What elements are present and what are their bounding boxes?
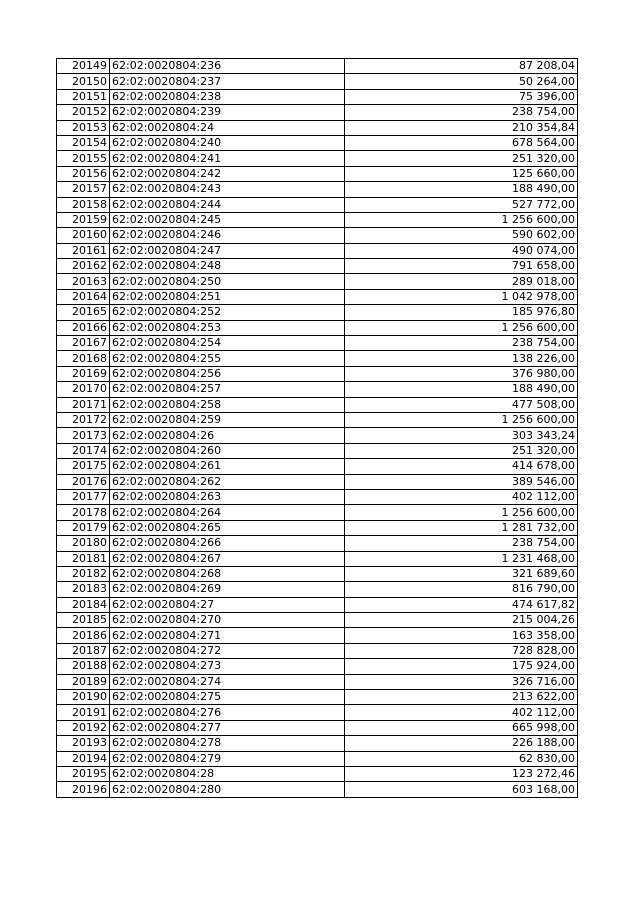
table-row [57, 628, 578, 643]
table-row [57, 474, 578, 489]
cadastral-value-table [56, 58, 578, 798]
value-cell: 188 490,00 [345, 182, 578, 197]
cadastral-number-cell: 62:02:0020804:247 [110, 243, 345, 258]
value-cell: 163 358,00 [345, 628, 578, 643]
value-cell: 402 112,00 [345, 489, 578, 504]
value-cell: 289 018,00 [345, 274, 578, 289]
value-cell: 1 256 600,00 [345, 320, 578, 335]
cadastral-number-cell: 62:02:0020804:24 [110, 120, 345, 135]
value-cell: 728 828,00 [345, 643, 578, 658]
value-cell: 1 281 732,00 [345, 520, 578, 535]
value-cell: 125 660,00 [345, 166, 578, 181]
row-number-cell: 20179 [57, 520, 110, 535]
value-cell: 87 208,04 [345, 59, 578, 74]
cadastral-number-cell: 62:02:0020804:278 [110, 736, 345, 751]
table-row [57, 243, 578, 258]
value-cell: 238 754,00 [345, 536, 578, 551]
row-number-cell: 20160 [57, 228, 110, 243]
table-row [57, 228, 578, 243]
table-row [57, 766, 578, 781]
value-cell: 477 508,00 [345, 397, 578, 412]
cadastral-number-cell: 62:02:0020804:255 [110, 351, 345, 366]
cadastral-number-cell: 62:02:0020804:236 [110, 59, 345, 74]
table-row [57, 89, 578, 104]
cadastral-number-cell: 62:02:0020804:243 [110, 182, 345, 197]
table-row [57, 674, 578, 689]
row-number-cell: 20184 [57, 597, 110, 612]
cadastral-number-cell: 62:02:0020804:242 [110, 166, 345, 181]
cadastral-number-cell: 62:02:0020804:238 [110, 89, 345, 104]
value-cell: 321 689,60 [345, 566, 578, 581]
cadastral-number-cell: 62:02:0020804:257 [110, 382, 345, 397]
row-number-cell: 20186 [57, 628, 110, 643]
row-number-cell: 20193 [57, 736, 110, 751]
row-number-cell: 20164 [57, 289, 110, 304]
row-number-cell: 20178 [57, 505, 110, 520]
row-number-cell: 20173 [57, 428, 110, 443]
table-row [57, 705, 578, 720]
row-number-cell: 20152 [57, 105, 110, 120]
row-number-cell: 20183 [57, 582, 110, 597]
cadastral-number-cell: 62:02:0020804:250 [110, 274, 345, 289]
row-number-cell: 20191 [57, 705, 110, 720]
value-cell: 138 226,00 [345, 351, 578, 366]
row-number-cell: 20159 [57, 212, 110, 227]
value-cell: 326 716,00 [345, 674, 578, 689]
row-number-cell: 20175 [57, 459, 110, 474]
cadastral-number-cell: 62:02:0020804:259 [110, 412, 345, 427]
row-number-cell: 20149 [57, 59, 110, 74]
row-number-cell: 20187 [57, 643, 110, 658]
row-number-cell: 20189 [57, 674, 110, 689]
row-number-cell: 20168 [57, 351, 110, 366]
table-row [57, 259, 578, 274]
row-number-cell: 20182 [57, 566, 110, 581]
cadastral-number-cell: 62:02:0020804:253 [110, 320, 345, 335]
value-cell: 303 343,24 [345, 428, 578, 443]
row-number-cell: 20176 [57, 474, 110, 489]
table-row [57, 428, 578, 443]
table-row [57, 74, 578, 89]
table-row [57, 197, 578, 212]
value-cell: 678 564,00 [345, 135, 578, 150]
cadastral-number-cell: 62:02:0020804:280 [110, 782, 345, 797]
cadastral-number-cell: 62:02:0020804:239 [110, 105, 345, 120]
row-number-cell: 20153 [57, 120, 110, 135]
table-row [57, 212, 578, 227]
table-row [57, 59, 578, 74]
cadastral-number-cell: 62:02:0020804:266 [110, 536, 345, 551]
value-cell: 50 264,00 [345, 74, 578, 89]
row-number-cell: 20150 [57, 74, 110, 89]
cadastral-number-cell: 62:02:0020804:273 [110, 659, 345, 674]
value-cell: 389 546,00 [345, 474, 578, 489]
value-cell: 490 074,00 [345, 243, 578, 258]
row-number-cell: 20163 [57, 274, 110, 289]
table-row [57, 459, 578, 474]
table-row [57, 582, 578, 597]
table-row [57, 505, 578, 520]
cadastral-number-cell: 62:02:0020804:240 [110, 135, 345, 150]
row-number-cell: 20165 [57, 305, 110, 320]
cadastral-number-cell: 62:02:0020804:254 [110, 336, 345, 351]
value-cell: 210 354,84 [345, 120, 578, 135]
cadastral-number-cell: 62:02:0020804:279 [110, 751, 345, 766]
cadastral-number-cell: 62:02:0020804:244 [110, 197, 345, 212]
table-row [57, 151, 578, 166]
table-row [57, 382, 578, 397]
table-row [57, 489, 578, 504]
table-row [57, 597, 578, 612]
cadastral-number-cell: 62:02:0020804:245 [110, 212, 345, 227]
cadastral-number-cell: 62:02:0020804:274 [110, 674, 345, 689]
row-number-cell: 20162 [57, 259, 110, 274]
value-cell: 75 396,00 [345, 89, 578, 104]
table-row [57, 105, 578, 120]
table-body [57, 59, 578, 798]
cadastral-number-cell: 62:02:0020804:248 [110, 259, 345, 274]
cadastral-number-cell: 62:02:0020804:256 [110, 366, 345, 381]
value-cell: 226 188,00 [345, 736, 578, 751]
row-number-cell: 20188 [57, 659, 110, 674]
table-row [57, 120, 578, 135]
row-number-cell: 20157 [57, 182, 110, 197]
cadastral-number-cell: 62:02:0020804:237 [110, 74, 345, 89]
row-number-cell: 20194 [57, 751, 110, 766]
value-cell: 1 256 600,00 [345, 505, 578, 520]
cadastral-number-cell: 62:02:0020804:269 [110, 582, 345, 597]
table-row [57, 320, 578, 335]
cadastral-number-cell: 62:02:0020804:241 [110, 151, 345, 166]
row-number-cell: 20155 [57, 151, 110, 166]
row-number-cell: 20185 [57, 613, 110, 628]
value-cell: 251 320,00 [345, 151, 578, 166]
value-cell: 215 004,26 [345, 613, 578, 628]
row-number-cell: 20170 [57, 382, 110, 397]
row-number-cell: 20174 [57, 443, 110, 458]
table-row [57, 643, 578, 658]
table-row [57, 782, 578, 797]
value-cell: 175 924,00 [345, 659, 578, 674]
row-number-cell: 20158 [57, 197, 110, 212]
cadastral-number-cell: 62:02:0020804:262 [110, 474, 345, 489]
table-row [57, 659, 578, 674]
cadastral-number-cell: 62:02:0020804:264 [110, 505, 345, 520]
row-number-cell: 20171 [57, 397, 110, 412]
value-cell: 603 168,00 [345, 782, 578, 797]
row-number-cell: 20177 [57, 489, 110, 504]
cadastral-number-cell: 62:02:0020804:260 [110, 443, 345, 458]
table-row [57, 351, 578, 366]
cadastral-number-cell: 62:02:0020804:251 [110, 289, 345, 304]
cadastral-number-cell: 62:02:0020804:268 [110, 566, 345, 581]
row-number-cell: 20172 [57, 412, 110, 427]
row-number-cell: 20169 [57, 366, 110, 381]
table-row [57, 751, 578, 766]
row-number-cell: 20151 [57, 89, 110, 104]
cadastral-number-cell: 62:02:0020804:277 [110, 720, 345, 735]
row-number-cell: 20192 [57, 720, 110, 735]
table-row [57, 720, 578, 735]
value-cell: 251 320,00 [345, 443, 578, 458]
table-row [57, 566, 578, 581]
cadastral-number-cell: 62:02:0020804:252 [110, 305, 345, 320]
table-row [57, 305, 578, 320]
value-cell: 1 256 600,00 [345, 212, 578, 227]
table-row [57, 366, 578, 381]
row-number-cell: 20181 [57, 551, 110, 566]
value-cell: 474 617,82 [345, 597, 578, 612]
value-cell: 414 678,00 [345, 459, 578, 474]
row-number-cell: 20167 [57, 336, 110, 351]
row-number-cell: 20196 [57, 782, 110, 797]
row-number-cell: 20180 [57, 536, 110, 551]
value-cell: 527 772,00 [345, 197, 578, 212]
table-row [57, 166, 578, 181]
cadastral-number-cell: 62:02:0020804:27 [110, 597, 345, 612]
value-cell: 590 602,00 [345, 228, 578, 243]
table-row [57, 336, 578, 351]
cadastral-number-cell: 62:02:0020804:272 [110, 643, 345, 658]
value-cell: 238 754,00 [345, 336, 578, 351]
table-row [57, 397, 578, 412]
value-cell: 238 754,00 [345, 105, 578, 120]
row-number-cell: 20190 [57, 690, 110, 705]
table-row [57, 520, 578, 535]
value-cell: 1 231 468,00 [345, 551, 578, 566]
table-row [57, 613, 578, 628]
value-cell: 185 976,80 [345, 305, 578, 320]
cadastral-number-cell: 62:02:0020804:28 [110, 766, 345, 781]
table-row [57, 289, 578, 304]
row-number-cell: 20166 [57, 320, 110, 335]
table-row [57, 736, 578, 751]
table-row [57, 135, 578, 150]
cadastral-number-cell: 62:02:0020804:26 [110, 428, 345, 443]
row-number-cell: 20156 [57, 166, 110, 181]
table-row [57, 274, 578, 289]
value-cell: 188 490,00 [345, 382, 578, 397]
row-number-cell: 20161 [57, 243, 110, 258]
cadastral-number-cell: 62:02:0020804:263 [110, 489, 345, 504]
row-number-cell: 20154 [57, 135, 110, 150]
table-row [57, 443, 578, 458]
cadastral-number-cell: 62:02:0020804:267 [110, 551, 345, 566]
table-row [57, 690, 578, 705]
table-row [57, 412, 578, 427]
value-cell: 376 980,00 [345, 366, 578, 381]
table-row [57, 182, 578, 197]
value-cell: 123 272,46 [345, 766, 578, 781]
row-number-cell: 20195 [57, 766, 110, 781]
value-cell: 1 256 600,00 [345, 412, 578, 427]
cadastral-number-cell: 62:02:0020804:265 [110, 520, 345, 535]
cadastral-number-cell: 62:02:0020804:270 [110, 613, 345, 628]
value-cell: 665 998,00 [345, 720, 578, 735]
cadastral-number-cell: 62:02:0020804:275 [110, 690, 345, 705]
value-cell: 816 790,00 [345, 582, 578, 597]
value-cell: 1 042 978,00 [345, 289, 578, 304]
table-row [57, 551, 578, 566]
value-cell: 402 112,00 [345, 705, 578, 720]
value-cell: 213 622,00 [345, 690, 578, 705]
cadastral-number-cell: 62:02:0020804:276 [110, 705, 345, 720]
cadastral-number-cell: 62:02:0020804:271 [110, 628, 345, 643]
cadastral-number-cell: 62:02:0020804:258 [110, 397, 345, 412]
table-row [57, 536, 578, 551]
cadastral-number-cell: 62:02:0020804:246 [110, 228, 345, 243]
value-cell: 791 658,00 [345, 259, 578, 274]
cadastral-number-cell: 62:02:0020804:261 [110, 459, 345, 474]
value-cell: 62 830,00 [345, 751, 578, 766]
